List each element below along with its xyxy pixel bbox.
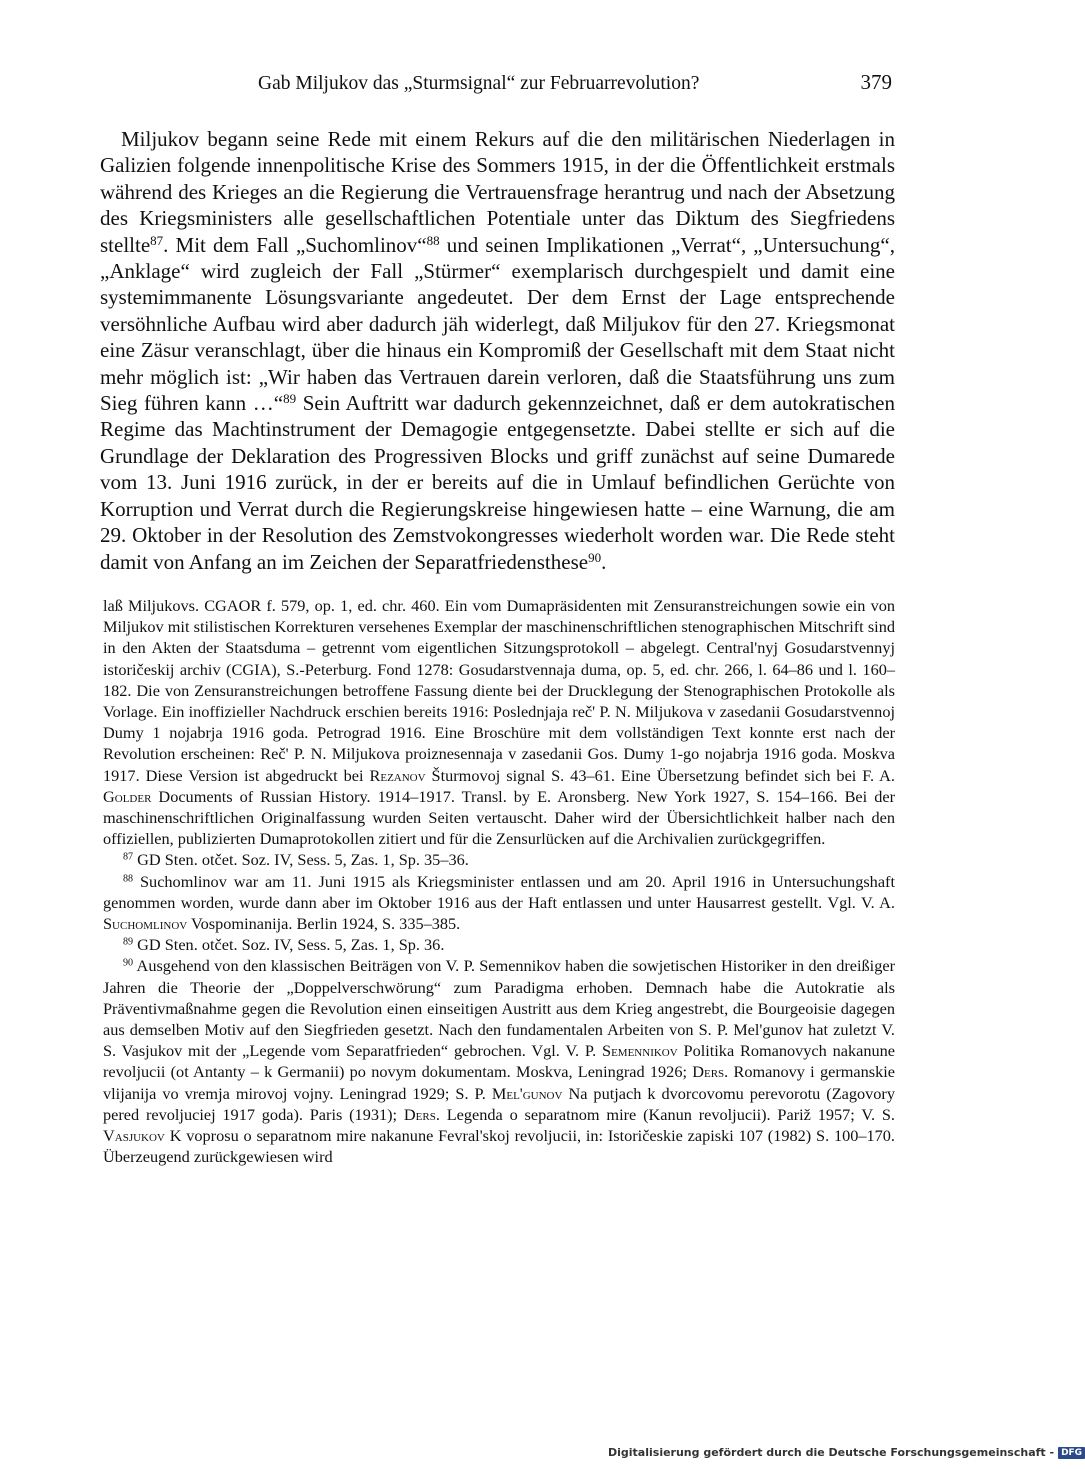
footnote-ref-87[interactable]: 87 bbox=[150, 232, 164, 248]
main-text bbox=[100, 126, 895, 575]
footnote-ref-89[interactable]: 89 bbox=[283, 390, 297, 406]
footnote-88: $^{88}$ Suchomlinov war am 11. Juni 1915 als Kriegsminister entlassen und am 20. April 1916 in Untersuchungshaft genommen worden, wurde dann aber im Oktober 1916 aus der Haft entlassen und unter Hausarrest gestellt. Vgl. V. A. Suchomlinov Vospominanija. Berlin 1924, S. 335–385. bbox=[103, 871, 895, 934]
footnote-87: $^{87}$ GD Sten. otčet. Soz. IV, Sess. 5, Zas. 1, Sp. 35–36. bbox=[123, 850, 469, 870]
footnote-90: $^{90}$ Ausgehend von den klassischen Beiträgen von V. P. Semennikov haben die sowjetischen Historiker in den dreißiger Jahren die Theorie der „Doppelverschwörung“ zum Paradigma erhoben. Demnach habe die Autokratie als Präventivmaßnahme gegen die Revolution einen einseitigen Austritt aus dem Krieg angestrebt, die Bourgeoisie dagegen aus demselben Motiv auf den Siegfrieden gesetzt. Nach den fundamentalen Arbeiten von S. P. Mel'gunov hat zuletzt V. S. Vasjukov mit der „Legende vom Separatfrieden“ gebrochen. Vgl. V. P. Semennikov Politika Romanovych nakanune revoljucii (ot Antanty – k Germanii) po novym dokumentam. Moskva, Leningrad 1926; Ders. Romanovy i germanskie vlijanija vo vremja mirovoj vojny. Leningrad 1929; S. P. Mel'gunov Na putjach k dvorcovomu perevorotu (Zagovory pered revoljuciej 1917 goda). Paris (1931); Ders. Legenda o separatnom mire (Kanun revoljucii). Pariž 1957; V. S. Vasjukov K voprosu o separatnom mire nakanune Fevral'skoj revoljucii, in: Istoričeskie zapiski 107 (1982) S. 100–170. Überzeugend zurückgewiesen wird bbox=[103, 956, 895, 1167]
dfg-credit-text: Digitalisierung gefördert durch die Deutsche Forschungsgemeinschaft - bbox=[608, 1446, 1055, 1459]
dfg-credit bbox=[608, 1446, 1085, 1459]
footnote-continuation: laß Miljukovs. CGAOR f. 579, op. 1, ed. chr. 460. Ein vom Dumapräsidenten mit Zensuranstreichungen sowie ein von Miljukov mit stilistischen Korrekturen versehenes Exemplar der maschinenschriftlichen stenographischen Mitschrift sind in den Akten der Staatsduma – getrennt vom eigentlichen Sitzungsprotokoll – abgelegt. Central'nyj Gosudarstvennyj istoričeskij archiv (CGIA), S.-Peterburg. Fond 1278: Gosudarstvennaja duma, op. 5, ed. chr. 266, l. 64–86 und l. 160–182. Die von Zensuranstreichungen betroffene Fassung diente bei der Drucklegung der Stenographischen Protokolle als Vorlage. Ein inoffizieller Nachdruck erschien bereits 1916: Poslednjaja reč' P. N. Miljukova v zasedanii Gosudarstvennoj Dumy 1 nojabrja 1916 goda. Petrograd 1916. Eine Broschüre mit dem vollständigen Text konnte erst nach der Revolution erscheinen: Reč' P. N. Miljukova proiznesennaja v zasedanii Gos. Dumy 1-go nojabrja 1916 goda. Moskva 1917. Diese Version ist abgedruckt bei Rezanov Šturmovoj signal S. 43–61. Eine Übersetzung befindet sich bei F. A. Golder Documents of Russian History. 1914–1917. Transl. by E. Aronsberg. New York 1927, S. 154–166. Bei der maschinenschriftlichen Originalfassung wurden Seiten vertauscht. Daher wird der Übersichtlichkeit halber nach den offiziellen, publizierten Dumaprotokollen zitiert und für die Zensurlücken auf die Archivalien zurückgegriffen. bbox=[103, 596, 895, 849]
page-number: 379 bbox=[860, 70, 892, 94]
dfg-logo-icon: DFG bbox=[1058, 1447, 1085, 1459]
paragraph: Miljukov begann seine Rede mit einem Rekurs auf die den militärischen Niederlagen in Galizien folgende innenpolitische Krise des Sommers 1915, in der die Öffentlichkeit erstmals während des Krieges an die Regierung die Vertrauensfrage herantrug und nach der Absetzung des Kriegsministers alle gesellschaftlichen Potentiale unter das Diktum des Siegfriedens stellte$^{87}$. Mit dem Fall „Suchomlinov“$^{88}$ und seinen Implikationen „Verrat“, „Untersuchung“, „Anklage“ wird zugleich der Fall „Stürmer“ exemplarisch durchgespielt und damit eine systemimmanente Lösungsvariante angedeutet. Der dem Ernst der Lage entsprechende versöhnliche Aufbau wird aber dadurch jäh widerlegt, daß Miljukov für den 27. Kriegsmonat eine Zäsur veranschlagt, über die hinaus ein Kompromiß der Gesellschaft mit dem Staat nicht mehr möglich ist: „Wir haben das Vertrauen darein verloren, daß die Staatsführung uns zum Sieg führen kann …“$^{89}$ Sein Auftritt war dadurch gekennzeichnet, daß er dem autokratischen Regime das Machtinstrument der Demagogie entgegensetzte. Dabei stellte er sich auf die Grundlage der Deklaration des Progressiven Blocks und griff zunächst auf seine Dumarede vom 13. Juni 1916 zurück, in der er bereits auf die in Umlauf befindlichen Gerüchte von Korruption und Verrat durch die Regierungskreise hingewiesen hatte – eine Warnung, die am 29. Oktober in der Resolution des Zemstvokongresses wiederholt worden war. Die Rede steht damit von Anfang an im Zeichen der Separatfriedensthese$^{90}$. bbox=[100, 127, 895, 574]
footnote-89: $^{89}$ GD Sten. otčet. Soz. IV, Sess. 5, Zas. 1, Sp. 36. bbox=[123, 935, 445, 955]
footnote-ref-88[interactable]: 88 bbox=[426, 232, 440, 248]
running-title: Gab Miljukov das „Sturmsignal“ zur Februarrevolution? bbox=[258, 73, 700, 94]
footnote-ref-90[interactable]: 90 bbox=[588, 549, 602, 565]
footnotes bbox=[103, 595, 895, 1167]
